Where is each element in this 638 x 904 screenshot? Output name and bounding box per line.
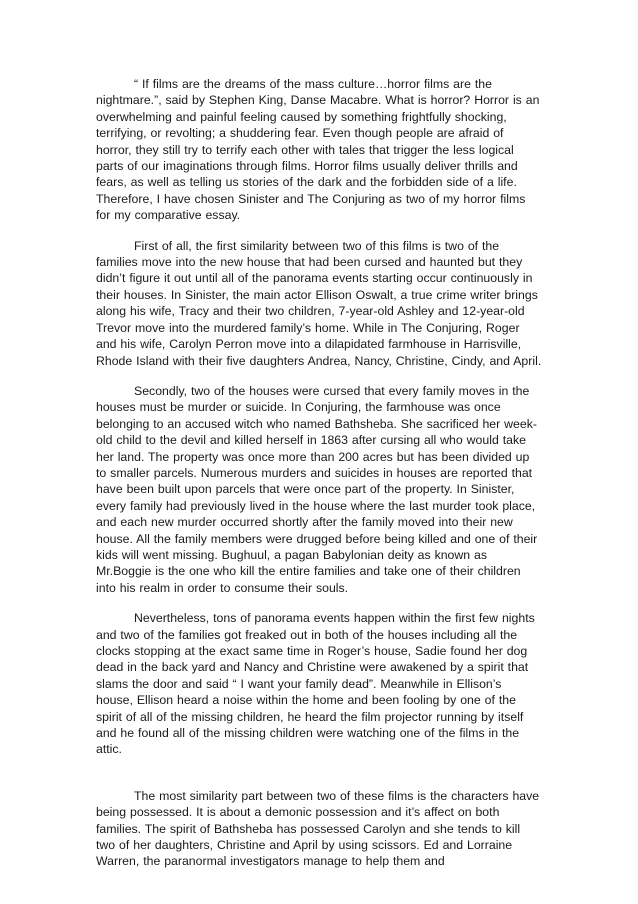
paragraph-spacer [96,758,542,788]
paragraph-spacer [96,369,542,383]
paragraph-first-similarity: First of all, the first similarity between two of this films is two of the families move into the new house that had been cursed and haunted but they didn’t figure it out until all of the panorama events starting occur continuously in their houses. In Sinister, the main actor Ellison Oswalt, a true crime writer brings along his wife, Tracy and their two children, 7-year-old Ashley and 12-year-old Trevor move into the murdered family’s home. While in The Conjuring, Roger and his wife, Carolyn Perron move into a dilapidated farmhouse in Harrisville, Rhode Island with their five daughters Andrea, Nancy, Christine, Cindy, and April. [96,238,542,368]
paragraph-events: Nevertheless, tons of panorama events happen within the first few nights and two of the families got freaked out in both of the houses including all the clocks stopping at the exact same time in Roger’s house, Sadie found her dog dead in the back yard and Nancy and Christine were awakened by a spirit that slams the door and said “ I want your family dead”. Meanwhile in Ellison’s house, Ellison heard a noise within the home and been fooling by one of the spirit of all of the missing children, he heard the film projector running by itself and he found all of the missing children were watching one of the films in the attic. [96,611,535,757]
paragraph-second-similarity: Secondly, two of the houses were cursed that every family moves in the houses must be murder or suicide. In Conjuring, the farmhouse was once belonging to an accused witch who named Bathsheba. She sacrificed her week-old child to the devil and killed herself in 1863 after cursing all who would take her land. The property was once more than 200 acres but has been divided up to smaller parcels. Numerous murders and suicides in houses are reported that have been built upon parcels that were once part of the property. In Sinister, every family had previously lived in the house where the last murder took place, and each new murder occurred shortly after the family moved into their new house. All the family members were drugged before being killed and one of their kids will went missing. Bughuul, a pagan Babylonian deity as known as Mr.Boggie is the one who kill the entire families and take one of their children into his realm in order to consume their souls. [96,383,538,595]
paragraph-intro: “ If films are the dreams of the mass culture…horror films are the nightmare.”, said by Stephen King, Danse Macabre. What is horror? Horror is an overwhelming and painful feeling caused by something frightfully shocking, terrifying, or revolting; a shuddering fear. Even though people are afraid of horror, they still try to terrify each other with tales that trigger the less logical parts of our imaginations through films. Horror films usually deliver thrills and fears, as well as telling us stories of the dark and the forbidden side of a life. Therefore, I have chosen Sinister and The Conjuring as two of my horror films for my comparative essay. [96,77,540,223]
paragraph-spacer [96,596,542,610]
paragraph-spacer [96,224,542,238]
paragraph-possession: The most similarity part between two of these films is the characters have being possessed. It is about a demonic possession and it’s affect on both families. The spirit of Bathsheba has possessed Carolyn and she tends to kill two of her daughters, Christine and April by using scissors. Ed and Lorraine Warren, the paranormal investigators manage to help them and [96,788,540,869]
